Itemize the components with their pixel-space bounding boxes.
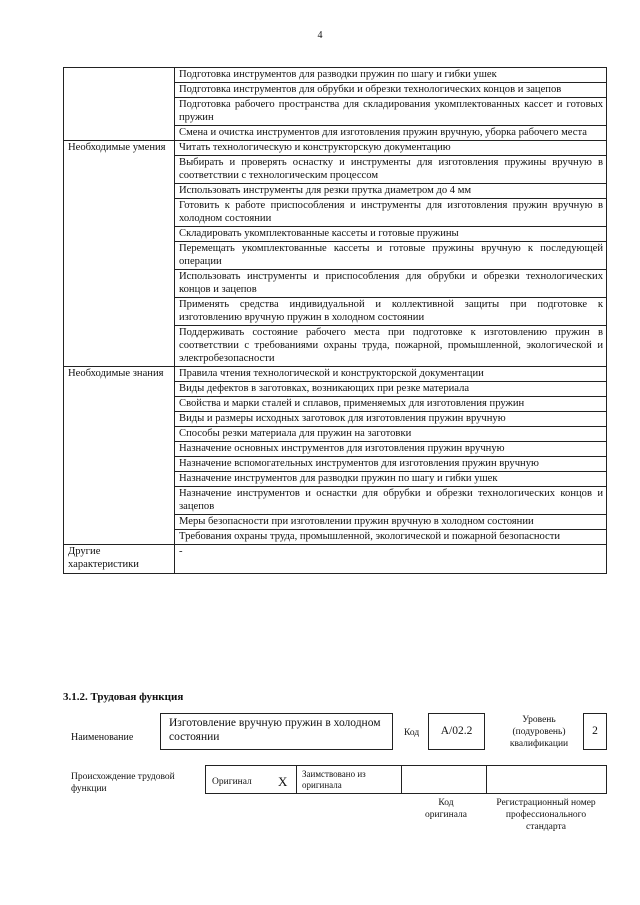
page-number: 4 bbox=[317, 30, 323, 41]
function-name-field: Изготовление вручную пружин в холодном состоянии bbox=[160, 713, 393, 750]
skill-item: Применять средства индивидуальной и коллективной защиты при подготовке к изготовлению вручную пружин в холодном состоянии bbox=[175, 298, 607, 326]
knowledge-row bbox=[64, 367, 607, 382]
cell-divider bbox=[401, 766, 402, 793]
knowledge-item: Виды дефектов в заготовках, возникающих при резке материала bbox=[175, 382, 607, 397]
knowledge-item: Свойства и марки сталей и сплавов, применяемых для изготовления пружин bbox=[175, 397, 607, 412]
knowledge-item: Назначение вспомогательных инструментов для изготовления пружин вручную bbox=[175, 457, 607, 472]
origin-code-caption: Код оригинала bbox=[425, 798, 467, 820]
knowledge-item: Назначение инструментов и оснастки для обрубки и обрезки технологических концов и зацепов bbox=[175, 487, 607, 515]
skill-item: Использовать инструменты и приспособления для обрубки и обрезки технологических концов и зацепов bbox=[175, 270, 607, 298]
knowledge-label: Необходимые знания bbox=[64, 367, 175, 545]
knowledge-item: Меры безопасности при изготовлении пружин вручную в холодном состоянии bbox=[175, 515, 607, 530]
skill-item: Поддерживать состояние рабочего места при подготовке к изготовлению пружин в соответствии с требованиями охраны труда, пожарной, промышленной, экологической и электробезопасности bbox=[175, 326, 607, 367]
work-action-row bbox=[64, 68, 607, 83]
skill-item: Складировать укомплектованные кассеты и готовые пружины bbox=[175, 227, 607, 242]
knowledge-item: Виды и размеры исходных заготовок для изготовления пружин вручную bbox=[175, 412, 607, 427]
reg-number-caption: Регистрационный номер профессионального стандарта bbox=[496, 798, 596, 832]
knowledge-item: Назначение инструментов для разводки пружин по шагу и гибки ушек bbox=[175, 472, 607, 487]
skill-item: Готовить к работе приспособления и инструменты для изготовления пружин вручную в холодном состоянии bbox=[175, 199, 607, 227]
code-label: Код bbox=[404, 728, 420, 738]
knowledge-item: Назначение основных инструментов для изготовления пружин вручную bbox=[175, 442, 607, 457]
skill-item: Перемещать укомплектованные кассеты и готовые пружины вручную к последующей операции bbox=[175, 242, 607, 270]
original-mark: X bbox=[278, 774, 288, 789]
skill-item: Выбирать и проверять оснастку и инструменты для изготовления пружины вручную в соответствии с технологическим процессом bbox=[175, 156, 607, 184]
requirements-table bbox=[63, 67, 607, 574]
other-label: Другие характеристики bbox=[64, 545, 175, 574]
borrowed-label: Заимствовано из оригинала bbox=[302, 769, 366, 790]
skill-row bbox=[64, 141, 607, 156]
origin-table bbox=[205, 765, 487, 794]
knowledge-item: Способы резки материала для пружин на заготовки bbox=[175, 427, 607, 442]
name-label: Наименование bbox=[71, 732, 134, 743]
cell-divider bbox=[296, 766, 297, 793]
knowledge-item: Правила чтения технологической и конструкторской документации bbox=[175, 367, 607, 382]
other-value: - bbox=[175, 545, 607, 574]
work-action-item: Смена и очистка инструментов для изготовления пружин вручную, уборка рабочего места bbox=[175, 126, 607, 141]
code-field: A/02.2 bbox=[428, 713, 485, 750]
skill-item: Читать технологическую и конструкторскую документацию bbox=[175, 141, 607, 156]
work-action-item: Подготовка инструментов для обрубки и обрезки технологических концов и зацепов bbox=[175, 83, 607, 98]
work-action-label bbox=[64, 68, 175, 141]
skill-item: Использовать инструменты для резки прутка диаметром до 4 мм bbox=[175, 184, 607, 199]
knowledge-item: Требования охраны труда, промышленной, экологической и пожарной безопасности bbox=[175, 530, 607, 545]
work-action-item: Подготовка рабочего пространства для складирования укомплектованных кассет и готовых пружин bbox=[175, 98, 607, 126]
original-label: Оригинал bbox=[212, 777, 252, 787]
qualification-level-label: Уровень (подуровень) квалификации bbox=[509, 715, 569, 749]
qualification-level-field: 2 bbox=[583, 713, 607, 750]
origin-label: Происхождение трудовой функции bbox=[71, 772, 175, 794]
section-heading: 3.1.2. Трудовая функция bbox=[63, 691, 184, 703]
work-action-item: Подготовка инструментов для разводки пружин по шагу и гибки ушек bbox=[175, 68, 607, 83]
reg-number-field bbox=[486, 765, 607, 794]
skill-label: Необходимые умения bbox=[64, 141, 175, 367]
other-row bbox=[64, 545, 607, 574]
